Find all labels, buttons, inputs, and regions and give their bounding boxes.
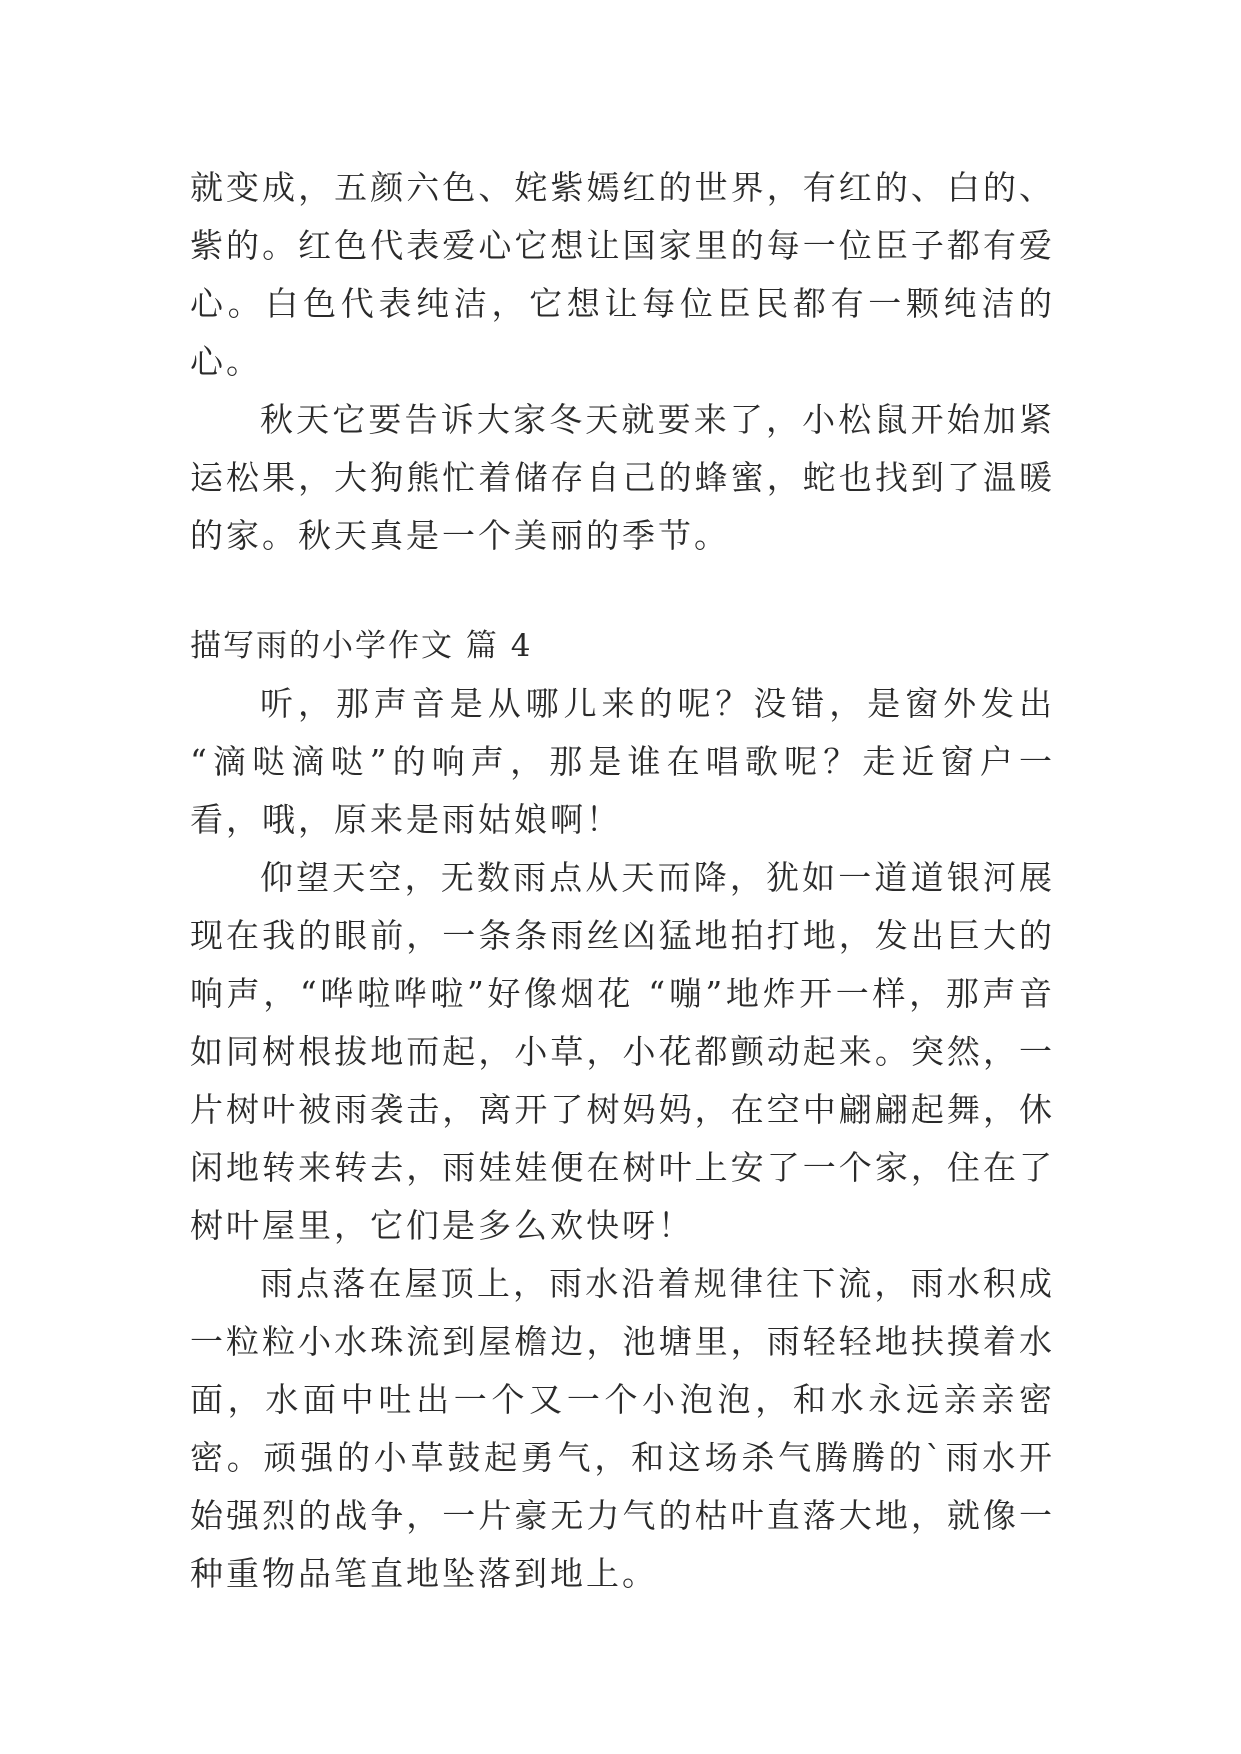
- section-spacer: [190, 565, 1055, 617]
- paragraph-autumn-animals: 秋天它要告诉大家冬天就要来了，小松鼠开始加紧运松果，大狗熊忙着储存自己的蜂蜜，蛇也找到了温暖的家。秋天真是一个美丽的季节。: [190, 400, 1055, 555]
- paragraph-rain-sound: 听，那声音是从哪儿来的呢？没错，是窗外发出 “滴哒滴哒”的响声，那是谁在唱歌呢？走近窗户一看，哦，原来是雨姑娘啊！: [190, 684, 1055, 839]
- section-title: 描写雨的小学作文 篇 4: [190, 628, 533, 664]
- document-body: [190, 159, 1055, 1603]
- paragraph-autumn-colors: 就变成，五颜六色、姹紫嫣红的世界，有红的、白的、紫的。红色代表爱心它想让国家里的每一位臣子都有爱心。白色代表纯洁，它想让每位臣民都有一颗纯洁的心。: [190, 168, 1055, 381]
- paragraph-rain-sky: 仰望天空，无数雨点从天而降，犹如一道道银河展现在我的眼前，一条条雨丝凶猛地拍打地，发出巨大的响声，“哗啦哗啦”好像烟花 “嘣”地炸开一样，那声音如同树根拔地而起，小草，小花都颤动起来。突然，一片树叶被雨袭击，离开了树妈妈，在空中翩翩起舞，休闲地转来转去，雨娃娃便在树叶上安了一个家，住在了树叶屋里，它们是多么欢快呀！: [190, 858, 1055, 1245]
- paragraph-rain-roof: 雨点落在屋顶上，雨水沿着规律往下流，雨水积成一粒粒小水珠流到屋檐边，池塘里，雨轻轻地扶摸着水面，水面中吐出一个又一个小泡泡，和水永远亲亲密密。顽强的小草鼓起勇气，和这场杀气腾腾的`雨水开始强烈的战争，一片豪无力气的枯叶直落大地，就像一种重物品笔直地坠落到地上。: [190, 1264, 1055, 1593]
